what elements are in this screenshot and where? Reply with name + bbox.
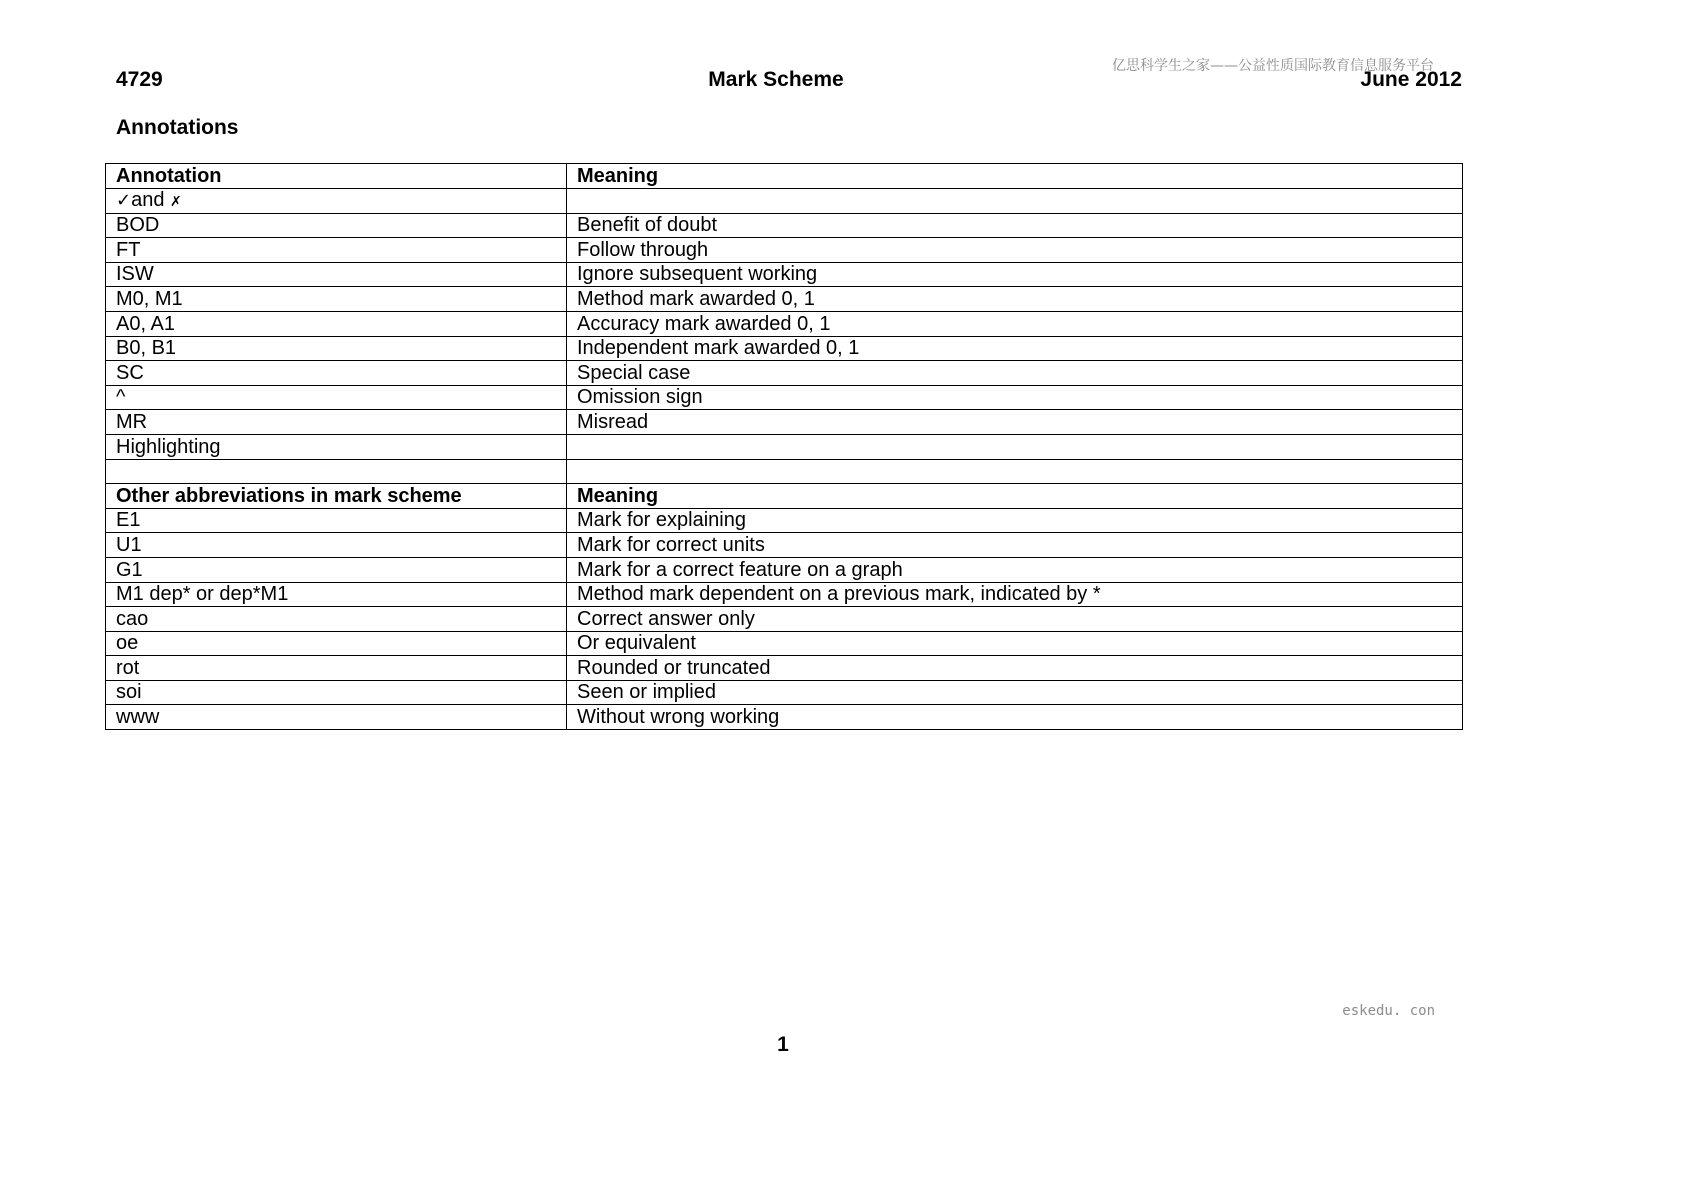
- meaning-cell: Special case: [567, 361, 1463, 386]
- annotation-cell: www: [106, 705, 567, 730]
- meaning-cell: Correct answer only: [567, 607, 1463, 632]
- table-row: [106, 705, 1463, 730]
- meaning-cell: Benefit of doubt: [567, 213, 1463, 238]
- watermark-bottom: eskedu. con: [1342, 1003, 1435, 1019]
- meaning-cell: Or equivalent: [567, 631, 1463, 656]
- table-row: [106, 262, 1463, 287]
- tick-icon: ✓: [116, 189, 132, 210]
- meaning-cell: Seen or implied: [567, 680, 1463, 705]
- table-row: [106, 680, 1463, 705]
- meaning-cell: Follow through: [567, 238, 1463, 263]
- annotation-cell: BOD: [106, 213, 567, 238]
- and-text: and: [131, 188, 165, 211]
- annotation-cell: SC: [106, 361, 567, 386]
- annotation-cell: A0, A1: [106, 311, 567, 336]
- header-meaning: Meaning: [567, 484, 1463, 509]
- annotation-cell: soi: [106, 680, 567, 705]
- meaning-cell: Mark for explaining: [567, 508, 1463, 533]
- annotation-cell: B0, B1: [106, 336, 567, 361]
- meaning-cell: Mark for correct units: [567, 533, 1463, 558]
- table-row: [106, 238, 1463, 263]
- meaning-cell: Misread: [567, 410, 1463, 435]
- page-title: Mark Scheme: [708, 68, 844, 91]
- table-header-row: [106, 484, 1463, 509]
- annotation-cell: M0, M1: [106, 287, 567, 312]
- table-header-row: [106, 164, 1463, 189]
- table-row: [106, 385, 1463, 410]
- tick-and-cross-cell: [106, 188, 567, 213]
- page-number: 1: [777, 1033, 789, 1056]
- table-row: [106, 287, 1463, 312]
- annotation-cell: ISW: [106, 262, 567, 287]
- table-row: [106, 410, 1463, 435]
- annotation-cell: MR: [106, 410, 567, 435]
- meaning-cell: [567, 188, 1463, 213]
- cross-icon: ✗: [170, 192, 182, 209]
- annotation-cell: M1 dep* or dep*M1: [106, 582, 567, 607]
- meaning-cell: Method mark awarded 0, 1: [567, 287, 1463, 312]
- meaning-cell: Independent mark awarded 0, 1: [567, 336, 1463, 361]
- meaning-cell: Omission sign: [567, 385, 1463, 410]
- table-row: [106, 188, 1463, 213]
- annotation-cell: cao: [106, 607, 567, 632]
- table-row: [106, 434, 1463, 459]
- table-row: [106, 311, 1463, 336]
- table-row: [106, 213, 1463, 238]
- table-row: [106, 508, 1463, 533]
- meaning-cell: Ignore subsequent working: [567, 262, 1463, 287]
- header-meaning: Meaning: [567, 164, 1463, 189]
- table-row: [106, 336, 1463, 361]
- header-annotation: Annotation: [106, 164, 567, 189]
- annotation-cell: E1: [106, 508, 567, 533]
- watermark-top: 亿思科学生之家——公益性质国际教育信息服务平台: [1112, 58, 1434, 74]
- annotations-table: [105, 163, 1463, 730]
- annotation-cell: FT: [106, 238, 567, 263]
- table-row: [106, 656, 1463, 681]
- table-row: [106, 607, 1463, 632]
- table-row: [106, 361, 1463, 386]
- meaning-cell: Mark for a correct feature on a graph: [567, 557, 1463, 582]
- annotation-cell: oe: [106, 631, 567, 656]
- meaning-cell: Without wrong working: [567, 705, 1463, 730]
- paper-code: 4729: [116, 68, 163, 91]
- table-row: [106, 557, 1463, 582]
- table-row: [106, 533, 1463, 558]
- table-row: [106, 459, 1463, 484]
- paper-date: June 2012: [1360, 68, 1462, 91]
- table-row: [106, 631, 1463, 656]
- header-annotation: Other abbreviations in mark scheme: [106, 484, 567, 509]
- meaning-cell: [567, 434, 1463, 459]
- meaning-cell: Accuracy mark awarded 0, 1: [567, 311, 1463, 336]
- meaning-cell: Method mark dependent on a previous mark, indicated by *: [567, 582, 1463, 607]
- annotation-cell: rot: [106, 656, 567, 681]
- annotation-cell: Highlighting: [106, 434, 567, 459]
- meaning-cell: Rounded or truncated: [567, 656, 1463, 681]
- section-title: Annotations: [116, 116, 239, 139]
- annotation-cell: G1: [106, 557, 567, 582]
- annotation-cell: U1: [106, 533, 567, 558]
- table-row: [106, 582, 1463, 607]
- meaning-cell: [567, 459, 1463, 484]
- annotation-cell: [106, 459, 567, 484]
- annotation-cell: ^: [106, 385, 567, 410]
